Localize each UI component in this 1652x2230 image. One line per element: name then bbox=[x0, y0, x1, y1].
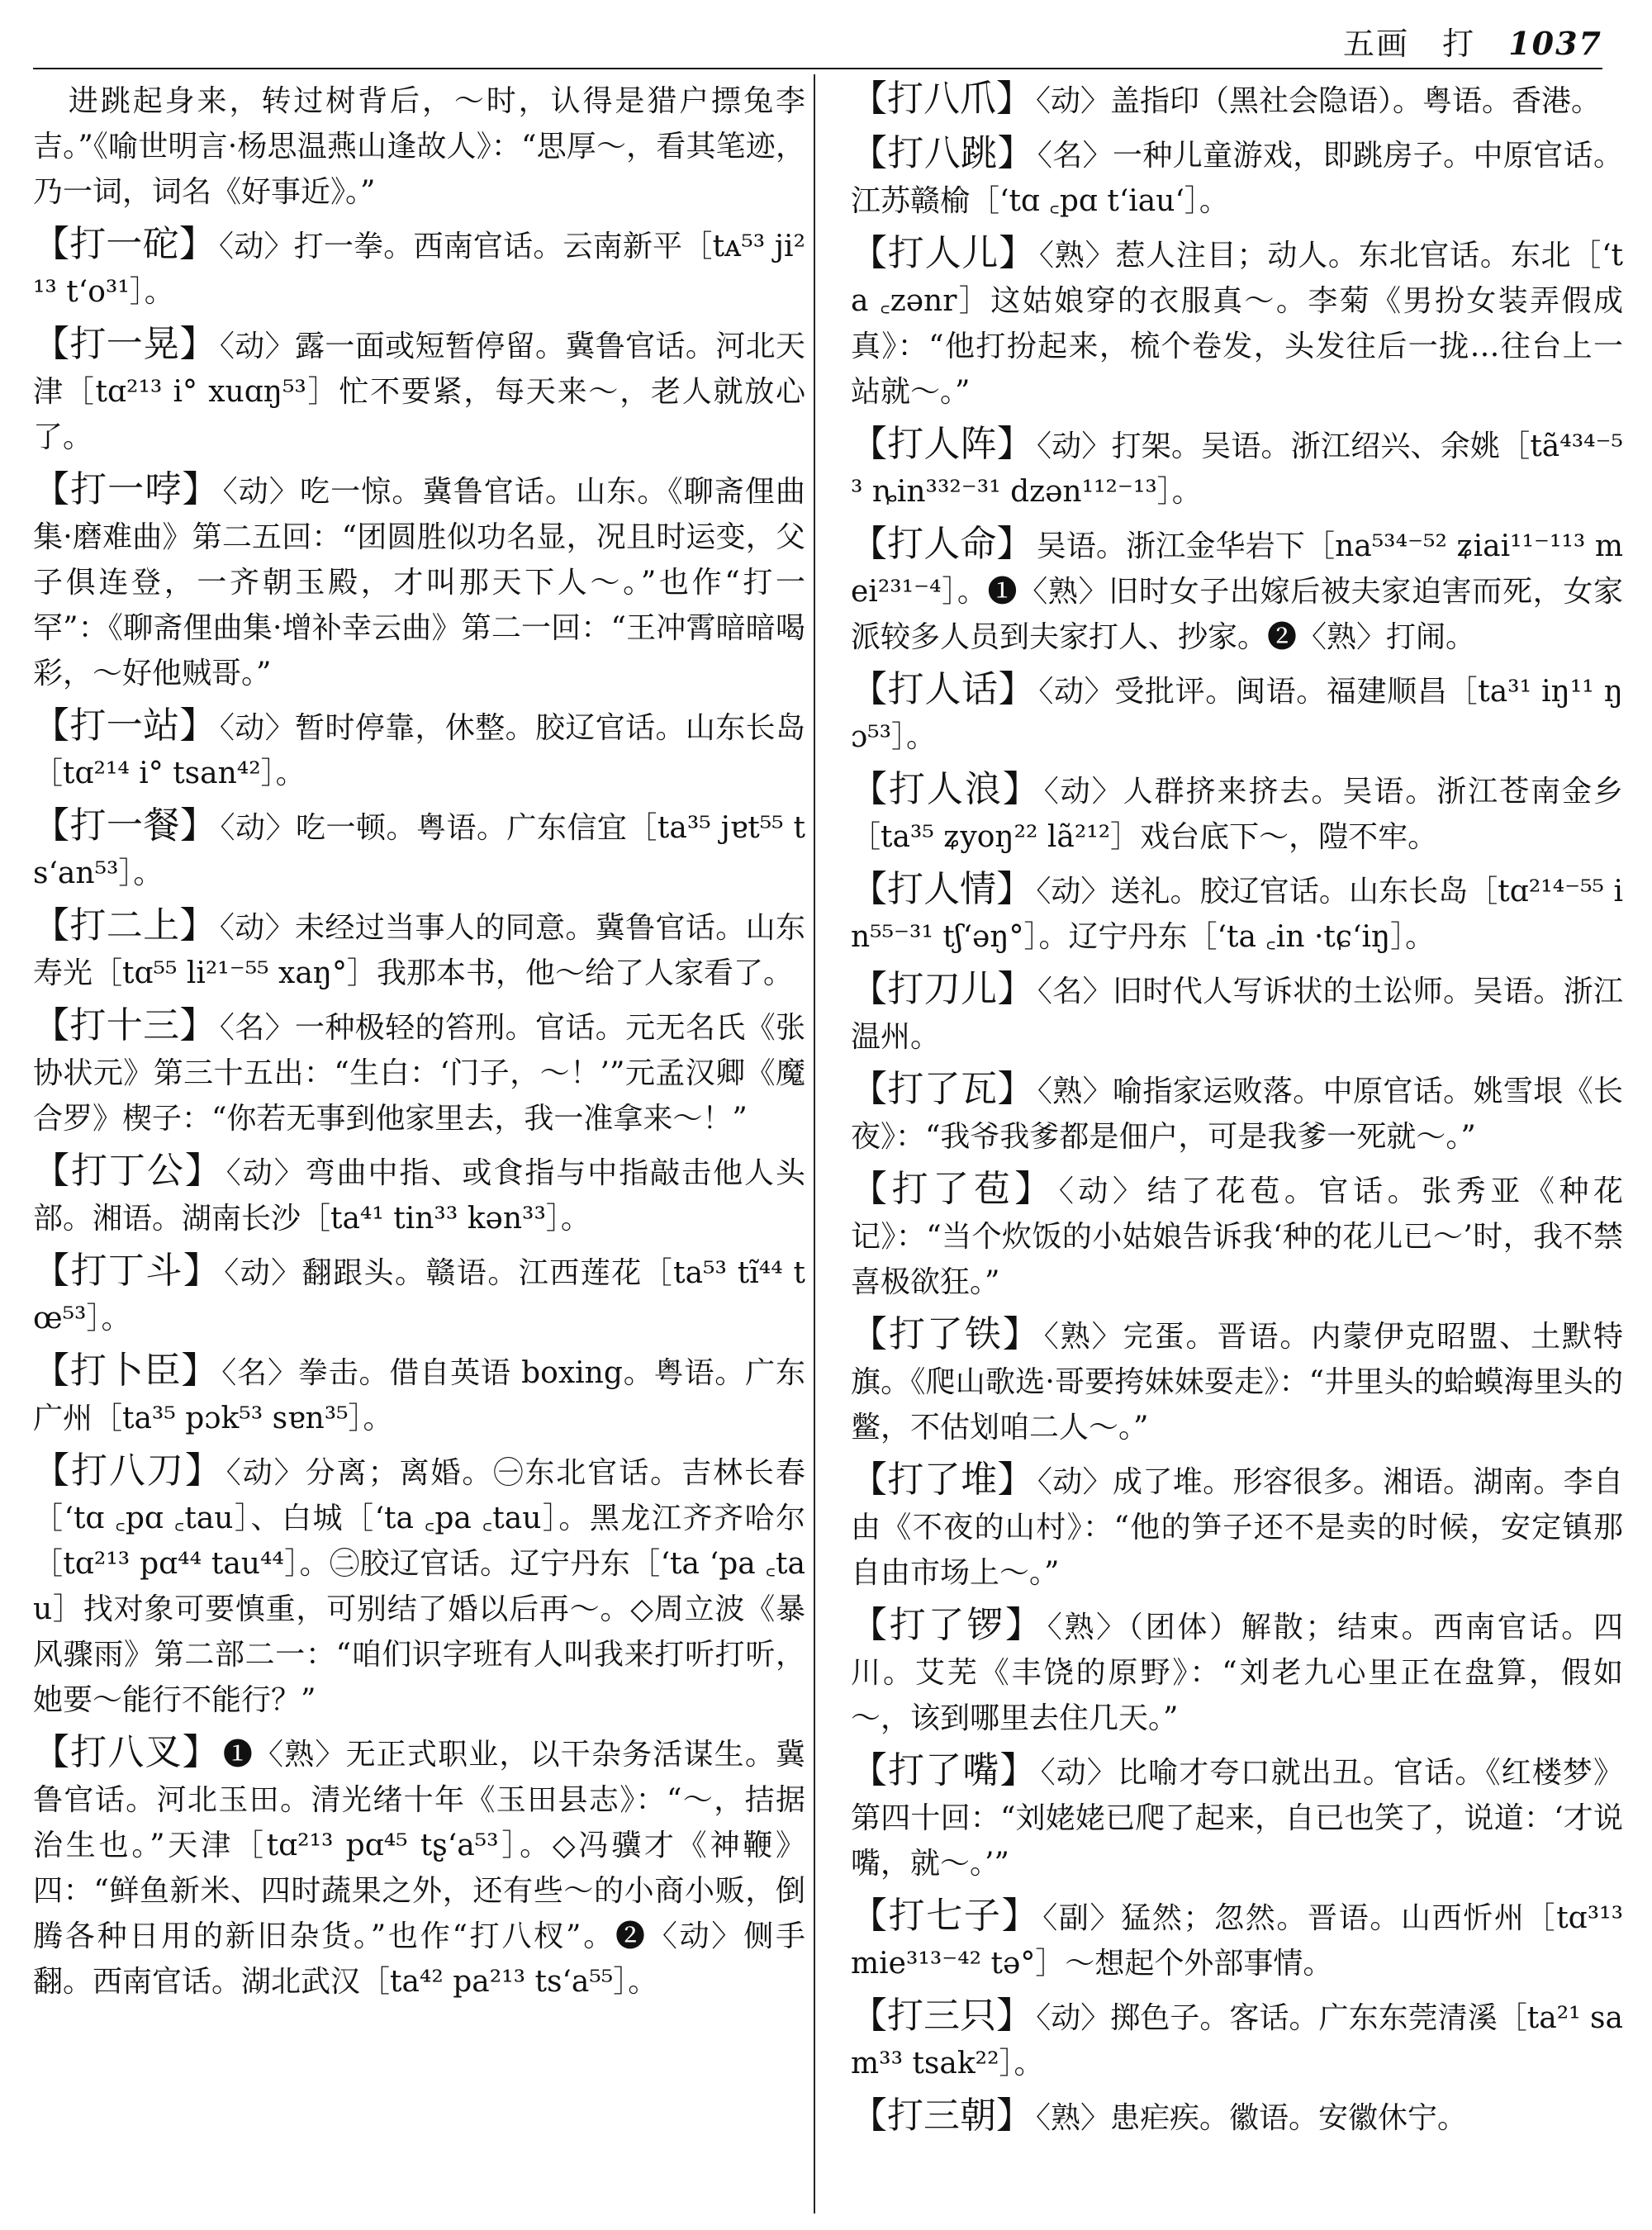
entry-headword: 【打人儿】 bbox=[851, 232, 1036, 274]
entry-text: 〈动〉掷色子。客话。广东东莞清溪［ta²¹ sam³³ tsak²²］。 bbox=[851, 2001, 1623, 2081]
entry-headword: 【打了瓦】 bbox=[851, 1068, 1034, 1110]
entry-headword: 【打了嘴】 bbox=[851, 1749, 1037, 1791]
entry-headword: 【打八叉】 bbox=[33, 1731, 220, 1773]
entry-text: 〈动〉露一面或短暂停留。冀鲁官话。河北天津［tɑ²¹³ i° xuɑŋ⁵³］忙不要紧，每天来～，老人就放心了。 bbox=[33, 330, 805, 454]
dictionary-entry bbox=[851, 866, 1623, 960]
entry-text: 〈动〉打一拳。西南官话。云南新平［tᴀ⁵³ ji²¹³ t‘o³¹］。 bbox=[33, 230, 805, 309]
entry-headword: 【打了铁】 bbox=[851, 1313, 1041, 1355]
entry-text: 〈动〉未经过当事人的同意。冀鲁官话。山东寿光［tɑ⁵⁵ li²¹⁻⁵⁵ xaŋ°］我那本书，他～给了人家看了。 bbox=[33, 911, 805, 990]
dictionary-entry bbox=[851, 766, 1623, 860]
entry-headword: 【打一晃】 bbox=[33, 323, 216, 365]
entry-headword: 【打卜臣】 bbox=[33, 1350, 219, 1392]
dictionary-entry bbox=[851, 130, 1623, 224]
entry-headword: 【打十三】 bbox=[33, 1004, 216, 1046]
header-rule bbox=[33, 68, 1602, 69]
dictionary-entry bbox=[33, 703, 805, 796]
entry-text: 〈动〉打架。吴语。浙江绍兴、余姚［tã⁴³⁴⁻⁵³ ȵin³³²⁻³¹ dzən¹¹²⁻¹³］。 bbox=[851, 429, 1623, 509]
entry-headword: 【打了堆】 bbox=[851, 1459, 1034, 1501]
dictionary-entry bbox=[33, 803, 805, 896]
entry-headword: 【打七子】 bbox=[851, 1895, 1040, 1937]
dictionary-entry bbox=[33, 76, 805, 215]
dictionary-entry bbox=[33, 1348, 805, 1441]
dictionary-entry bbox=[33, 467, 805, 696]
entry-headword: 【打人阵】 bbox=[851, 423, 1033, 465]
dictionary-entry bbox=[33, 1248, 805, 1341]
entry-text: 〈副〉猛然；忽然。晋语。山西忻州［tɑ³¹³ mie³¹³⁻⁴² tə°］～想起个外部事情。 bbox=[851, 1901, 1624, 1981]
entry-text: 〈熟〉患疟疾。徽语。安徽休宁。 bbox=[1036, 2101, 1468, 2135]
dictionary-entry bbox=[851, 1066, 1623, 1160]
dictionary-entry bbox=[851, 2093, 1623, 2141]
entry-headword: 【打人话】 bbox=[851, 668, 1036, 710]
dictionary-entry bbox=[851, 1312, 1623, 1450]
entry-headword: 【打八爪】 bbox=[851, 78, 1032, 120]
entry-headword: 【打刀儿】 bbox=[851, 968, 1034, 1010]
entry-headword: 【打人浪】 bbox=[851, 768, 1041, 810]
entry-text: 〈名〉一种极轻的笞刑。官话。元无名氏《张协状元》第三十五出：“生白：‘门子，～！’”元孟汉卿《魔合罗》楔子：“你若无事到他家里去，我一准拿来～！” bbox=[33, 1011, 805, 1136]
dictionary-entry bbox=[851, 667, 1623, 760]
dictionary-entry bbox=[851, 1993, 1623, 2086]
entry-text: 〈动〉吃一顿。粤语。广东信宜［ta³⁵ jɐt⁵⁵ ts‘an⁵³］。 bbox=[33, 811, 806, 890]
dictionary-entry bbox=[33, 1729, 805, 2005]
entry-text: 〈动〉结了花苞。官话。张秀亚《种花记》：“当个炊饭的小姑娘告诉我‘种的花儿已～’时，我不禁喜极欲狂。” bbox=[851, 1174, 1623, 1299]
dictionary-entry bbox=[33, 1003, 805, 1141]
dictionary-entry bbox=[851, 76, 1623, 124]
entry-headword: 【打一站】 bbox=[33, 705, 216, 747]
entry-text: 〈动〉成了堆。形容很多。湘语。湖南。李自由《不夜的山村》：“他的笋子还不是卖的时候，安定镇那自由市场上～。” bbox=[851, 1465, 1623, 1590]
page-number: 1037 bbox=[1508, 25, 1602, 62]
dictionary-entry bbox=[851, 1748, 1623, 1886]
entry-text: 〈动〉弯曲中指、或食指与中指敲击他人头部。湘语。湖南长沙［ta⁴¹ tin³³ kən³³］。 bbox=[33, 1156, 805, 1236]
dictionary-entry bbox=[33, 1448, 805, 1723]
entry-headword: 【打八跳】 bbox=[851, 132, 1034, 174]
dictionary-entry bbox=[851, 421, 1623, 515]
dictionary-entry bbox=[33, 1148, 805, 1241]
head-character: 打 bbox=[1442, 26, 1476, 62]
entry-text: 〈动〉翻跟头。赣语。江西莲花［ta⁵³ tĩ⁴⁴ tœ⁵³］。 bbox=[33, 1256, 805, 1336]
entry-text: 进跳起身来，转过树背后，～时，认得是猎户摽兔李吉。”《喻世明言·杨思温燕山逢故人》：“思厚～，看其笔迹，乃一词，词名《好事近》。” bbox=[33, 84, 805, 209]
dictionary-entry bbox=[851, 1602, 1623, 1741]
entry-text: 〈动〉人群挤来挤去。吴语。浙江苍南金乡［ta³⁵ ʑyoŋ²² lã²¹²］戏台底下～，隑不牢。 bbox=[851, 775, 1623, 854]
dictionary-entry bbox=[851, 1457, 1623, 1596]
dictionary-entry bbox=[33, 221, 805, 315]
entry-text: 〈熟〉惹人注目；动人。东北官话。东北［‘ta ꜀zənr］这姑娘穿的衣服真～。李菊《男扮女装弄假成真》：“他打扮起来，梳个卷发，头发往后一拢…往台上一站就～。” bbox=[851, 239, 1623, 409]
dictionary-entry bbox=[851, 1893, 1623, 1986]
entry-headword: 【打丁公】 bbox=[33, 1150, 223, 1192]
entry-headword: 【打三只】 bbox=[851, 1995, 1033, 2037]
entry-headword: 【打丁斗】 bbox=[33, 1250, 221, 1292]
entry-headword: 【打人情】 bbox=[851, 868, 1033, 910]
entry-headword: 【打了锣】 bbox=[851, 1604, 1044, 1646]
entry-text: 吴语。浙江金华岩下［na⁵³⁴⁻⁵² ʑiai¹¹⁻¹¹³ mei²³¹⁻⁴］。❶〈熟〉旧时女子出嫁后被夫家迫害而死，女家派较多人员到夫家打人、抄家。❷〈熟〉打闹。 bbox=[851, 529, 1624, 654]
entry-headword: 【打二上】 bbox=[33, 904, 216, 947]
entry-text: 〈动〉分离；离婚。㊀东北官话。吉林长春［‘tɑ ꜀pɑ ꜀tau］、白城［‘ta ꜀pa ꜀tau］。黑龙江齐齐哈尔［tɑ²¹³ pɑ⁴⁴ tau⁴⁴］。㊁胶辽官话。辽宁丹东［‘ta ‘pa ꜀tau］找对象可要慎重，可别结了婚以后再～。◇周立波《暴风骤雨》第二部二一：“咱们识字班有人叫我来打听打听，她要～能行不能行？” bbox=[33, 1456, 805, 1717]
running-head bbox=[1322, 18, 1602, 64]
entry-headword: 【打三朝】 bbox=[851, 2095, 1032, 2137]
entry-text: 〈动〉比喻才夸口就出丑。官话。《红楼梦》第四十回：“刘姥姥已爬了起来，自已也笑了，说道：‘才说嘴，就～。’” bbox=[851, 1756, 1623, 1881]
entry-headword: 【打一餐】 bbox=[33, 804, 217, 847]
entry-headword: 【打了苞】 bbox=[851, 1168, 1056, 1210]
entry-text: 〈熟〉完蛋。晋语。内蒙伊克昭盟、土默特旗。《爬山歌选·哥要挎妹妹耍走》：“井里头的蛤蟆海里头的鳖，不估划咱二人～。” bbox=[851, 1320, 1623, 1445]
entry-text: 〈动〉吃一惊。冀鲁官话。山东。《聊斋俚曲集·磨难曲》第二五回：“团圆胜似功名显，况且时运变，父子俱连登，一齐朝玉殿，才叫那天下人～。”也作“打一罕”：《聊斋俚曲集·增补幸云曲》第二一回：“王冲霄暗暗喝彩，～好他贼哥。” bbox=[33, 475, 805, 690]
entry-headword: 【打一砣】 bbox=[33, 223, 216, 265]
dictionary-entry bbox=[851, 521, 1623, 660]
column-divider bbox=[814, 74, 815, 2213]
entry-headword: 【打一哱】 bbox=[33, 468, 220, 510]
dictionary-entry bbox=[851, 1166, 1623, 1305]
dictionary-entry bbox=[33, 903, 805, 996]
page-header bbox=[50, 18, 1602, 64]
right-column bbox=[851, 76, 1623, 2147]
left-column bbox=[33, 76, 805, 2011]
entry-text: 〈动〉受批评。闽语。福建顺昌［ta³¹ iŋ¹¹ ŋɔ⁵³］。 bbox=[851, 675, 1623, 754]
entry-text: 〈动〉盖指印（黑社会隐语）。粤语。香港。 bbox=[1036, 84, 1602, 118]
entry-text: ❶〈熟〉无正式职业，以干杂务活谋生。冀鲁官话。河北玉田。清光绪十年《玉田县志》：“～，拮据治生也。”天津［tɑ²¹³ pɑ⁴⁵ tʂ‘a⁵³］。◇冯骥才《神鞭》四：“鲜鱼新米、四时蔬果之外，还有些～的小商小贩，倒腾各种日用的新旧杂货。”也作“打八杈”。❷〈动〉侧手翻。西南官话。湖北武汉［ta⁴² pa²¹³ ts‘a⁵⁵］。 bbox=[33, 1738, 805, 1999]
dictionary-entry bbox=[851, 230, 1623, 415]
dictionary-entry bbox=[851, 966, 1623, 1060]
entry-headword: 【打八刀】 bbox=[33, 1450, 223, 1492]
entry-text: 〈名〉拳击。借自英语 boxing。粤语。广东广州［ta³⁵ pɔk⁵³ sɐn³⁵］。 bbox=[33, 1356, 806, 1435]
entry-text: 〈动〉暂时停靠，休整。胶辽官话。山东长岛［tɑ²¹⁴ i° tsan⁴²］。 bbox=[33, 711, 805, 790]
entry-text: 〈熟〉喻指家运败落。中原官话。姚雪垠《长夜》：“我爷我爹都是佃户，可是我爹一死就～。” bbox=[851, 1075, 1623, 1154]
entry-text: 〈动〉送礼。胶辽官话。山东长岛［tɑ²¹⁴⁻⁵⁵ in⁵⁵⁻³¹ tʃ‘əŋ°］。辽宁丹东［‘ta ꜀in ·tɕ‘iŋ］。 bbox=[851, 875, 1623, 954]
entry-text: 〈名〉旧时代人写诉状的土讼师。吴语。浙江温州。 bbox=[851, 975, 1623, 1054]
entry-headword: 【打人命】 bbox=[851, 523, 1033, 565]
entry-text: 〈熟〉（团体）解散；结束。西南官话。四川。艾芜《丰饶的原野》：“刘老九心里正在盘算，假如～，该到哪里去住几天。” bbox=[851, 1611, 1623, 1735]
entry-text: 〈名〉一种儿童游戏，即跳房子。中原官话。江苏赣榆［‘tɑ ꜀pɑ t‘iau‘］。 bbox=[851, 139, 1623, 218]
section-label: 五画 bbox=[1343, 26, 1410, 62]
dictionary-entry bbox=[33, 321, 805, 460]
